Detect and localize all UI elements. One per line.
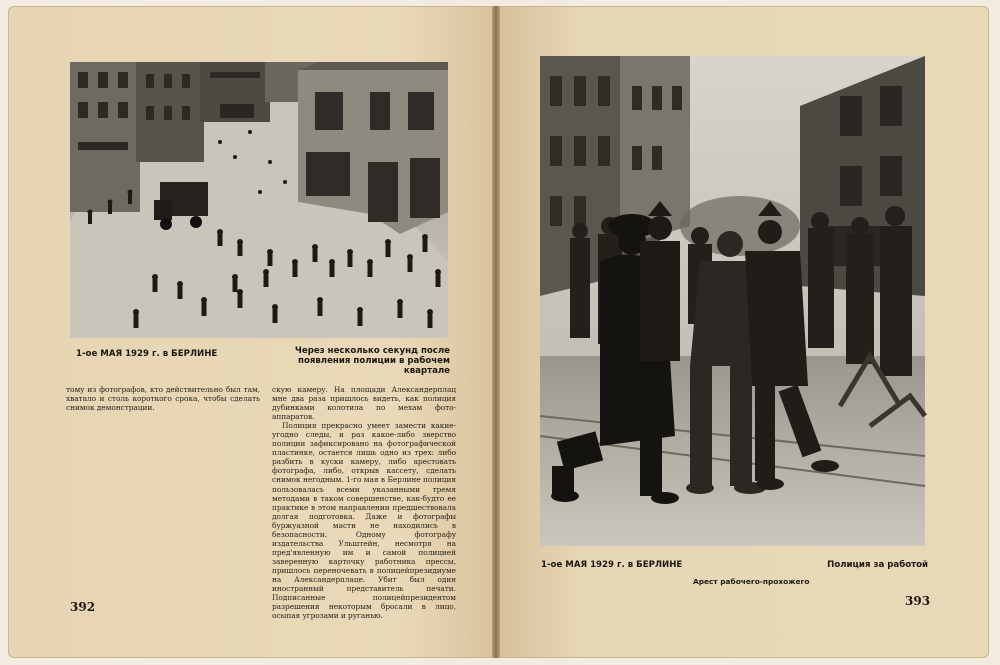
left-photo-caption-date: 1-ое МАЯ 1929 г. в БЕРЛИНЕ — [76, 349, 218, 359]
left-photo-image — [70, 62, 448, 338]
paragraph: тому из фотографов, кто действительно был там, хватало и столь короткого срока, чтобы сделать снимок демонстрации. — [66, 385, 260, 413]
right-photo-arrest — [540, 56, 925, 546]
left-text-column-2 — [272, 385, 456, 621]
left-photo-berlin-street — [70, 62, 448, 338]
right-photo-image — [540, 56, 925, 546]
left-text-column-1 — [66, 385, 260, 600]
right-photo-caption-date: 1-ое МАЯ 1929 г. в БЕРЛИНЕ — [541, 560, 683, 570]
paragraph: скую камеру. На площади Александерплац мне два раза пришлось видеть, как полиция дубинками колотила по мехам фото-аппаратов. — [272, 385, 456, 422]
book-gutter — [492, 6, 500, 658]
paragraph: Полиция прекрасно умеет замести какие-угодно следы, и раз какое-либо зверство полиции зафиксировано на фотографической пластинке, остается лишь одно из трех: либо разбить в куски камеру, либо арестовать фотографа, либо, открыв кассету, сделать снимок негодным. 1-го мая в Берлине полиция пользовалась всеми указанными тремя методами в таком совершенстве, как-будто ее практике в этом направлении предшествовала долгая подготовка. Даже и фотографы буржуазной масти не находились в безопасности. Одному фотографу издательства Ульштейн, несмотря на пред'явленную им и самой полицией заверенную карточку работника прессы, пришлось переночевать в полицейпрезидиуме на Александерплаце. Убит был один иностранный представитель печати. Подписанные полицейпрезидентом разрешения некоторым бросали в лицо, осыпая угрозами и руганью. — [272, 421, 456, 621]
right-page-number: 393 — [905, 594, 931, 608]
left-photo-caption-description: Через несколько секунд после появления полиции в рабочем квартале — [294, 346, 450, 376]
right-photo-caption-subtitle: Арест рабочего-прохожего — [693, 577, 810, 586]
right-photo-caption-title: Полиция за работой — [827, 560, 928, 570]
left-page-number: 392 — [70, 600, 96, 614]
